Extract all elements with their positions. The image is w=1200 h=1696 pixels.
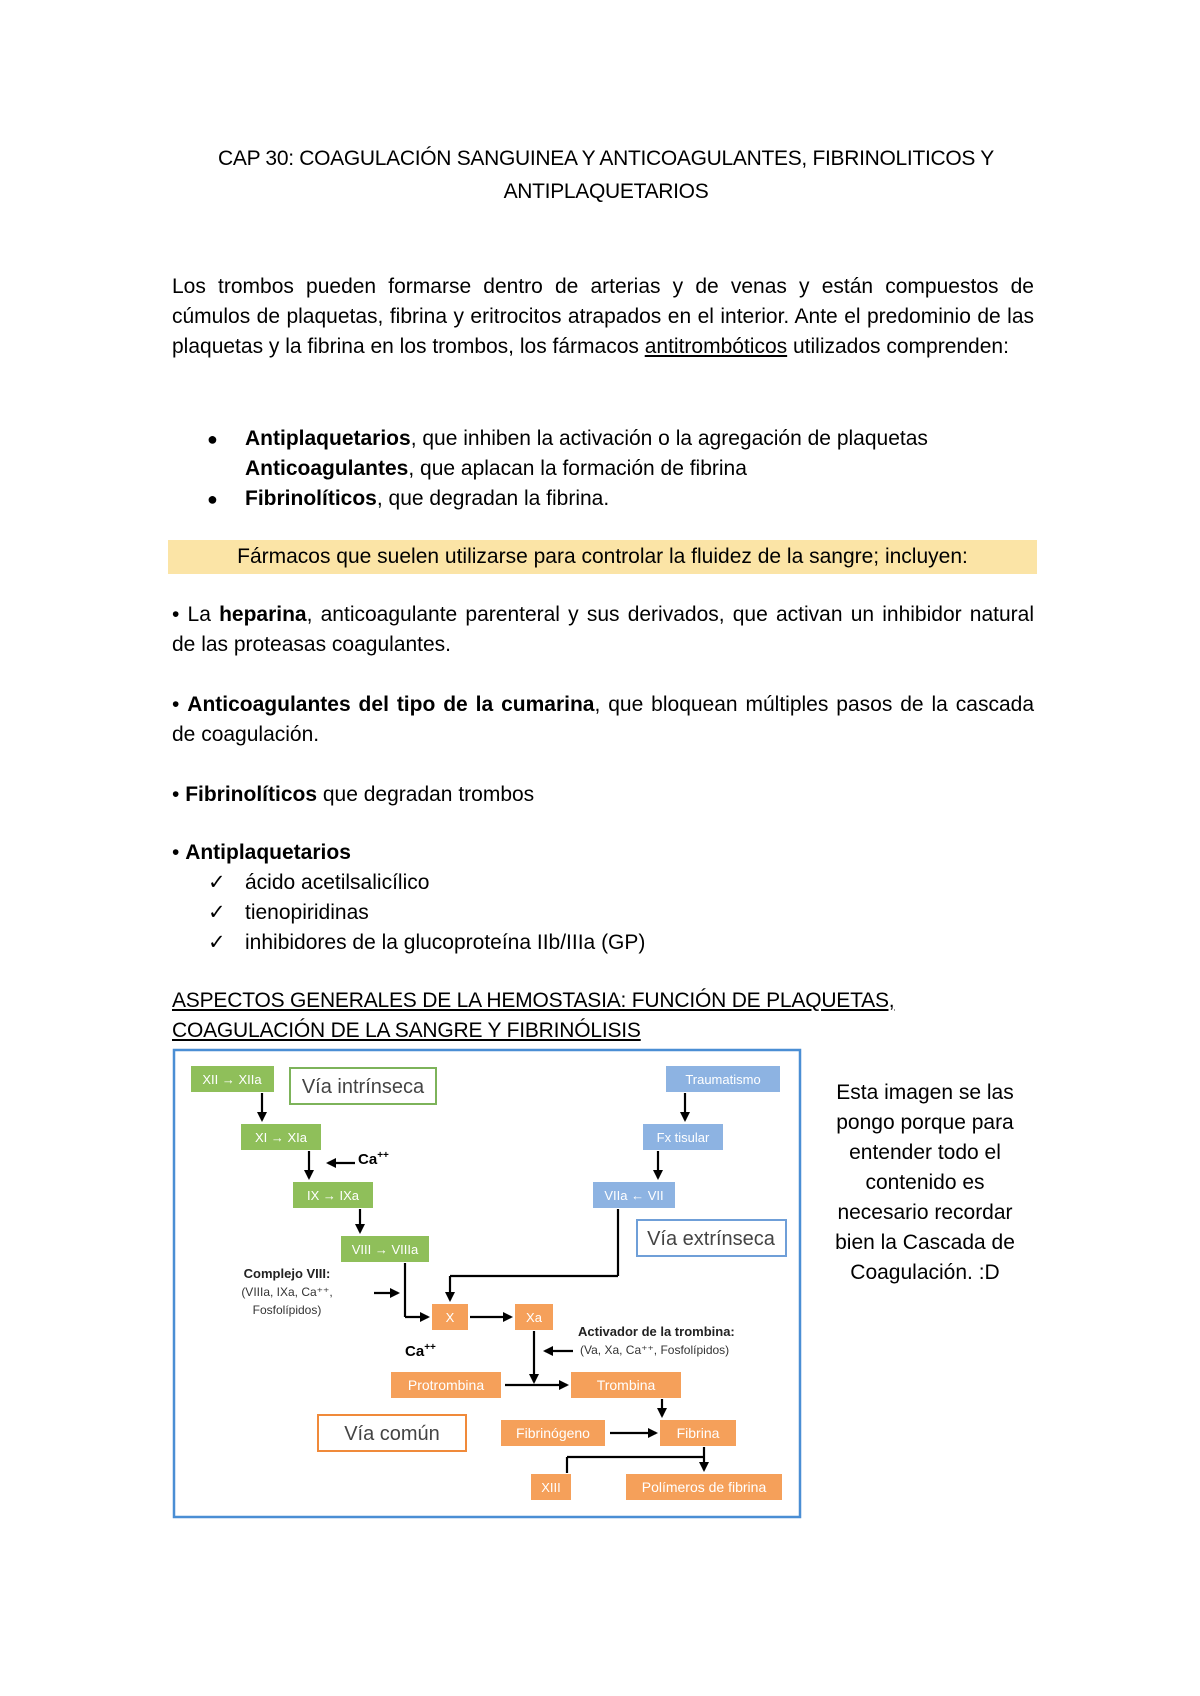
node-xa [515, 1304, 553, 1330]
node-fibrinogeno [501, 1420, 605, 1446]
svg-text:Fibrinógeno: Fibrinógeno [516, 1425, 590, 1441]
ca-label-1: Ca++ [358, 1150, 389, 1168]
intrinsic-label [290, 1068, 436, 1104]
bullet-icon: ● [207, 489, 218, 509]
check-icon: ✓ [208, 931, 226, 954]
svg-text:Trombina: Trombina [596, 1377, 656, 1393]
svg-text:XIII: XIII [541, 1480, 561, 1495]
list-item: Anticoagulantes, que aplacan la formación de fibrina [245, 457, 747, 480]
common-label [318, 1415, 466, 1451]
list-item: ● Antiplaquetarios, que inhiben la activación o la agregación de plaquetas [172, 424, 1034, 454]
title-line-2: ANTIPLAQUETARIOS [503, 180, 709, 203]
node-vii [593, 1182, 675, 1208]
node-trombina [571, 1372, 681, 1398]
svg-text:Traumatismo: Traumatismo [685, 1072, 761, 1087]
node-traumatismo [666, 1066, 780, 1092]
node-fx-tisular [643, 1124, 723, 1150]
node-ix [293, 1182, 373, 1208]
svg-text:Complejo VIII:: Complejo VIII: [243, 1266, 331, 1281]
svg-text:VIII → VIIIa: VIII → VIIIa [351, 1242, 419, 1257]
node-x [432, 1304, 468, 1330]
title-line-1: CAP 30: COAGULACIÓN SANGUINEA Y ANTICOAGULANTES, FIBRINOLITICOS Y [218, 147, 994, 170]
extrinsic-label [637, 1220, 786, 1256]
list-item: ● Fibrinolíticos, que degradan la fibrina. [172, 484, 1034, 514]
check-icon: ✓ [208, 871, 226, 894]
svg-text:Fx tisular: Fx tisular [656, 1130, 710, 1145]
list-item: ✓ tienopiridinas [172, 898, 772, 928]
drug-antiplaquetarios: • Antiplaquetarios [172, 841, 351, 864]
svg-text:Vía extrínseca: Vía extrínseca [647, 1228, 775, 1250]
svg-text:(VIIIa, IXa, Ca⁺⁺,: (VIIIa, IXa, Ca⁺⁺, [241, 1285, 333, 1299]
drug-heparina: • La heparina, anticoagulante parenteral y sus derivados, que activan un inhibidor natural de las proteasas coagulantes. [172, 603, 1034, 656]
side-note: Esta imagen se las pongo porque para entender todo el contenido es necesario recordar bien la Cascada de Coagulación. :D [835, 1081, 1015, 1284]
node-viii [341, 1236, 429, 1262]
svg-text:Polímeros de fibrina: Polímeros de fibrina [641, 1479, 767, 1495]
node-fibrina [660, 1420, 736, 1446]
node-protrombina [391, 1372, 501, 1398]
list-item: ✓ inhibidores de la glucoproteína IIb/IIIa (GP) [172, 928, 772, 958]
drug-fibrinoliticos: • Fibrinolíticos que degradan trombos [172, 783, 535, 806]
svg-text:Vía intrínseca: Vía intrínseca [301, 1076, 425, 1098]
svg-text:XI → XIa: XI → XIa [254, 1130, 308, 1145]
svg-text:X: X [445, 1310, 455, 1325]
node-xii [191, 1066, 274, 1092]
check-icon: ✓ [208, 901, 226, 924]
list-item: ✓ ácido acetilsalicílico [172, 868, 772, 898]
intro-text: Los trombos pueden formarse dentro de arterias y de venas y están compuestos de cúmulos de plaquetas, fibrina y eritrocitos atrapados en el interior. Ante el predominio de las plaquetas y la fibrina en los trombos, los fármacos [172, 275, 1034, 358]
svg-text:XII → XIIa: XII → XIIa [202, 1072, 262, 1087]
antithrombotic-term: antitrombóticos [644, 335, 788, 358]
drug-cumarina: • Anticoagulantes del tipo de la cumarina, que bloquean múltiples pasos de la cascada de coagulación. [172, 693, 1035, 746]
svg-text:Fibrina: Fibrina [676, 1425, 720, 1441]
bullet-icon: ● [207, 429, 218, 449]
svg-text:(Va, Xa, Ca⁺⁺, Fosfolípidos): (Va, Xa, Ca⁺⁺, Fosfolípidos) [580, 1343, 730, 1357]
svg-text:VIIa ← VII: VIIa ← VII [604, 1188, 664, 1203]
complejo-viii-label [241, 1266, 332, 1317]
svg-text:Protrombina: Protrombina [407, 1377, 485, 1393]
svg-text:Vía común: Vía común [344, 1423, 440, 1445]
svg-text:Xa: Xa [526, 1310, 542, 1325]
node-polimeros [626, 1474, 782, 1500]
svg-text:Activador de la trombina:: Activador de la trombina: [578, 1324, 735, 1339]
svg-text:IX → IXa: IX → IXa [306, 1188, 360, 1203]
node-xi [241, 1124, 321, 1150]
diagram-frame [174, 1050, 800, 1517]
section-heading: ASPECTOS GENERALES DE LA HEMOSTASIA: FUNCIÓN DE PLAQUETAS, COAGULACIÓN DE LA SANGRE Y FIBRINÓLISIS [172, 989, 895, 1042]
ca-label-2: Ca++ [405, 1342, 436, 1360]
svg-text:Fosfolípidos): Fosfolípidos) [252, 1303, 322, 1317]
intro-text-end: utilizados comprenden: [787, 335, 1009, 358]
highlight-banner: Fármacos que suelen utilizarse para controlar la fluidez de la sangre; incluyen: [168, 540, 1037, 574]
node-xiii [531, 1474, 571, 1500]
